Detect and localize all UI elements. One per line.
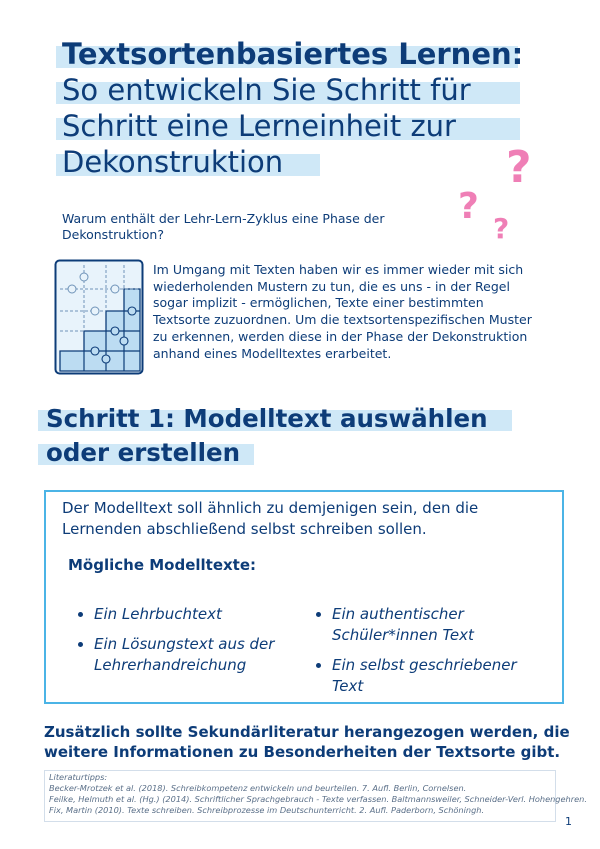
literature-heading: Literaturtipps: (49, 772, 108, 782)
literature-entry: Fix, Martin (2010). Texte schreiben. Schreibprozesse im Deutschunterricht. 2. Aufl. Paderborn, Schöningh. (49, 805, 485, 815)
list-item: Ein selbst geschriebener Text (316, 655, 546, 697)
list-item: Ein Lehrbuchtext (78, 604, 293, 625)
page-number: 1 (565, 815, 572, 828)
page-title-line-2: So entwickeln Sie Schritt für (62, 73, 471, 107)
question-text: Warum enthält der Lehr-Lern-Zyklus eine Phase der Dekonstruktion? (62, 211, 385, 242)
box-subheading: Mögliche Modelltexte: (68, 556, 257, 574)
page-title-line-4: Dekonstruktion (62, 145, 284, 179)
intro-paragraph: Im Umgang mit Texten haben wir es immer wieder mit sich wiederholenden Mustern zu tun, die es uns - in der Regel sogar implizit - ermöglichen, Texte einer bestimmten Textsorte zuzuordnen. Um die textsortenspezifischen Muster zu erkennen, werden diese in der Phase der Dekonstruktion anhand eines Modelltextes erarbeitet. (153, 262, 532, 361)
step-heading-line-1: Schritt 1: Modelltext auswählen (46, 404, 488, 433)
closing-paragraph: Zusätzlich sollte Sekundärliteratur herangezogen werden, die weitere Informationen zu Besonderheiten der Textsorte gibt. (44, 723, 570, 761)
model-text-list-left (78, 604, 293, 685)
literature-box (44, 770, 587, 822)
model-text-list-right (316, 604, 546, 706)
literature-entry: Feilke, Helmuth et al. (Hg.) (2014). Schriftlicher Sprachgebrauch - Texte verfassen. Baltmannsweiler, Schneider-Verl. Hohengehren. (49, 794, 587, 804)
list-item: Ein Lösungstext aus der Lehrerhandreichung (78, 634, 293, 676)
box-description: Der Modelltext soll ähnlich zu demjenigen sein, den die Lernenden abschließend selbst schreiben sollen. (62, 499, 479, 538)
page-title-line-1: Textsortenbasiertes Lernen: (62, 37, 524, 71)
literature-entry: Becker-Mrotzek et al. (2018). Schreibkompetenz entwickeln und beurteilen. 7. Aufl. Berlin, Cornelsen. (49, 783, 467, 793)
list-item: Ein authentischer Schüler*innen Text (316, 604, 546, 646)
puzzle-icon (54, 259, 144, 375)
step-heading-line-2: oder erstellen (46, 438, 241, 467)
page-title-line-3: Schritt eine Lerneinheit zur (62, 109, 456, 143)
